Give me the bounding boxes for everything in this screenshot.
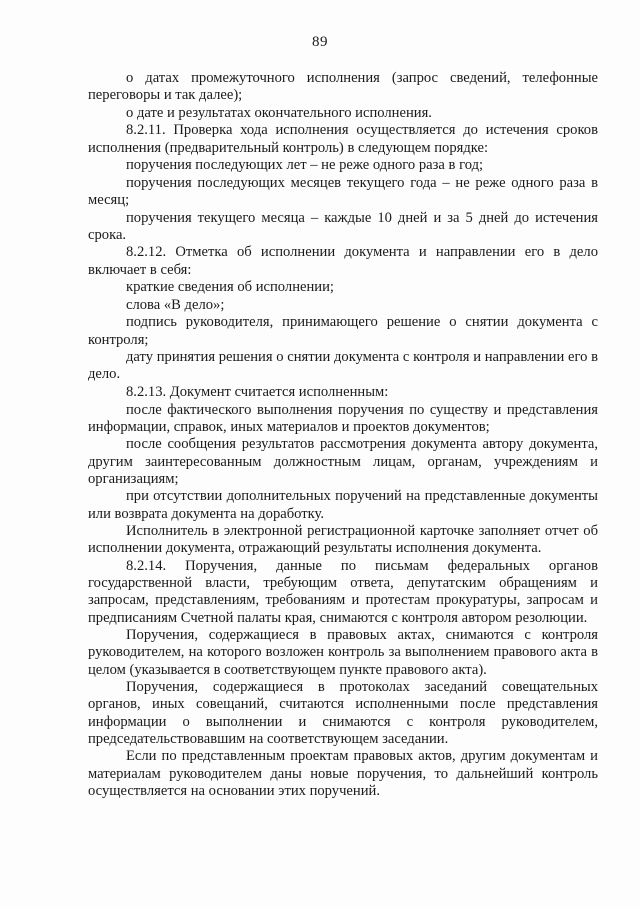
document-body [88,70,598,800]
paragraph-no-additional-instructions: при отсутствии дополнительных поручений на представленные документы или возврата документа на доработку. [88,488,598,522]
paragraph-following-months: поручения последующих месяцев текущего года – не реже одного раза в месяц; [88,174,598,208]
paragraph-8-2-13: 8.2.13. Документ считается исполненным: [126,383,389,400]
paragraph-current-month: поручения текущего месяца – каждые 10 дней и за 5 дней до истечения срока. [88,209,598,243]
paragraph-8-2-12: 8.2.12. Отметка об исполнении документа и направлении его в дело включает в себя: [88,244,598,278]
paragraph-legal-acts: Поручения, содержащиеся в правовых актах, снимаются с контроля руководителем, на которого возложен контроль за выполнением правового акта в целом (указывается в соответствующем пункте правового акта). [88,627,598,678]
paragraph-8-2-11: 8.2.11. Проверка хода исполнения осуществляется до истечения сроков исполнения (предварительный контроль) в следующем порядке: [88,122,598,156]
paragraph-to-file-words: слова «В дело»; [126,296,225,313]
paragraph-decision-date: дату принятия решения о снятии документа с контроля и направлении его в дело. [88,349,598,383]
paragraph-after-report: после сообщения результатов рассмотрения документа автору документа, другим заинтересованным должностным лицам, органам, учреждениям и организациям; [88,436,598,487]
paragraph-meeting-protocols: Поручения, содержащиеся в протоколах заседаний совещательных органов, иных совещаний, считаются исполненными после представления информации о выполнении и снимаются с контроля руководителем, председательствовавшим на соответствующем заседании. [88,679,598,747]
paragraph-final-date: о дате и результатах окончательного исполнения. [126,104,432,121]
paragraph-manager-signature: подпись руководителя, принимающего решение о снятии документа с контроля; [88,314,598,348]
paragraph-executor-report: Исполнитель в электронной регистрационной карточке заполняет отчет об исполнении документа, отражающий результаты исполнения документа. [88,523,598,557]
paragraph-after-actual-execution: после фактического выполнения поручения по существу и представления информации, справок, иных материалов и проектов документов; [88,401,598,435]
paragraph-new-instructions: Если по представленным проектам правовых актов, другим документам и материалам руководителем даны новые поручения, то дальнейший контроль осуществляется на основании этих поручений. [88,748,598,799]
paragraph-following-years: поручения последующих лет – не реже одного раза в год; [126,157,484,174]
paragraph-intermediate-dates: о датах промежуточного исполнения (запрос сведений, телефонные переговоры и так далее); [88,70,598,104]
paragraph-8-2-14: 8.2.14. Поручения, данные по письмам федеральных органов государственной власти, требующим ответа, депутатским обращениям и запросам, представлениям, требованиям и протестам прокуратуры, запросам и предписаниям Счетной палаты края, снимаются с контроля автором резолюции. [88,557,598,626]
page-number: 89 [312,34,328,50]
paragraph-brief-info: краткие сведения об исполнении; [126,279,334,296]
